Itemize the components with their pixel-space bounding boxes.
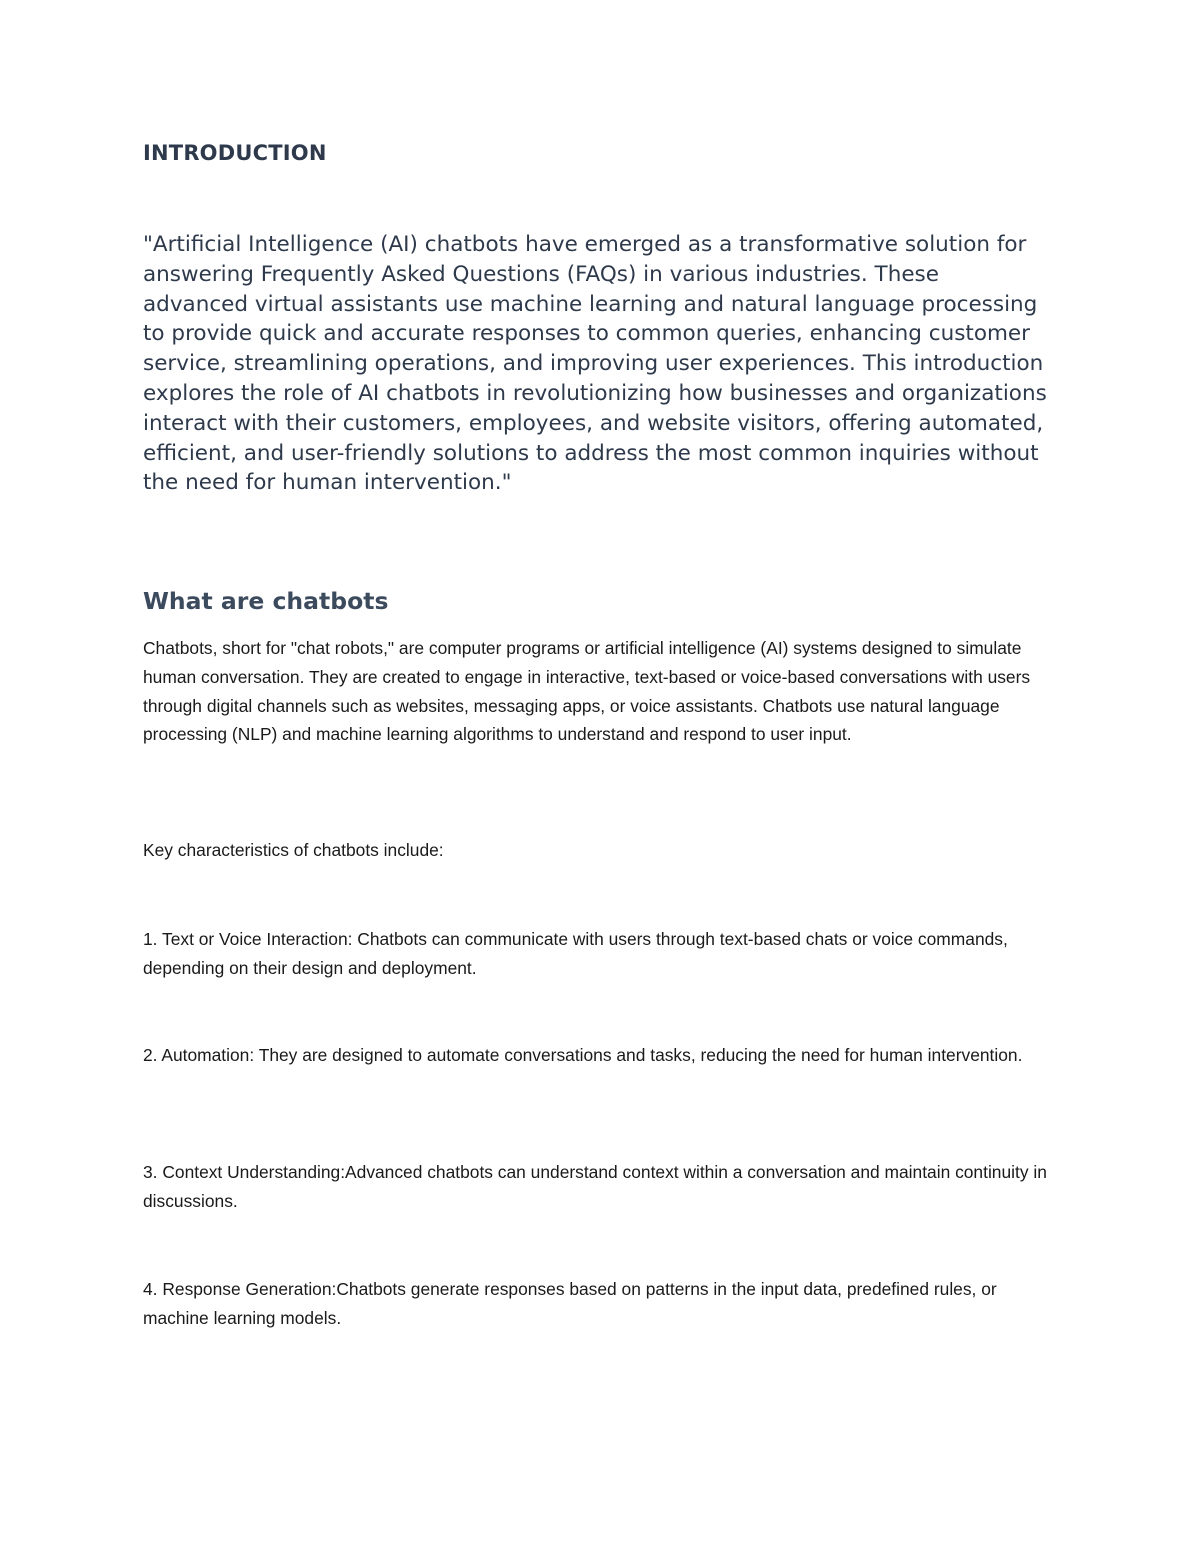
chatbots-paragraph: Chatbots, short for "chat robots," are computer programs or artificial intelligence (AI) systems designed to simulate human conversation. They are created to engage in interactive, text-based or voice-based conversations with users through digital channels such as websites, messaging apps, or voice assistants. Chatbots use natural language processing (NLP) and machine learning algorithms to understand and respond to user input.	[143, 638, 1031, 745]
section-heading: What are chatbots	[143, 587, 389, 615]
key-characteristics-intro: Key characteristics of chatbots include:	[143, 840, 444, 860]
list-item: 3. Context Understanding:Advanced chatbots can understand context within a conversation and maintain continuity in discussions.	[143, 1162, 1047, 1211]
list-item: 1. Text or Voice Interaction: Chatbots can communicate with users through text-based chats or voice commands, depending on their design and deployment.	[143, 929, 1008, 978]
list-item: 4. Response Generation:Chatbots generate responses based on patterns in the input data, predefined rules, or machine learning models.	[143, 1279, 997, 1328]
intro-paragraph: "Artificial Intelligence (AI) chatbots have emerged as a transformative solution for answering Frequently Asked Questions (FAQs) in various industries. These advanced virtual assistants use machine learning and natural language processing to provide quick and accurate responses to common queries, enhancing customer service, streamlining operations, and improving user experiences. This introduction explores the role of AI chatbots in revolutionizing how businesses and organizations interact with their customers, employees, and website visitors, offering automated, efficient, and user-friendly solutions to address the most common inquiries without the need for human intervention."	[143, 232, 1047, 496]
intro-heading: INTRODUCTION	[143, 141, 327, 165]
list-item: 2. Automation: They are designed to automate conversations and tasks, reducing the need for human intervention.	[143, 1045, 1023, 1065]
